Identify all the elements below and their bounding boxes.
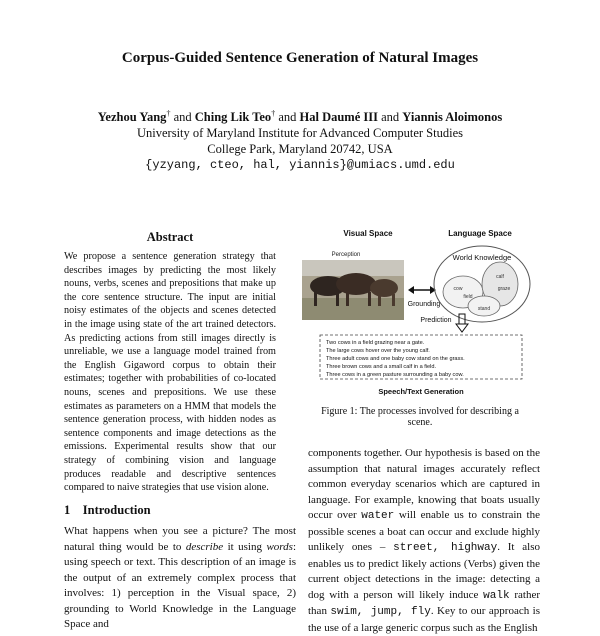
world-knowledge-label: World Knowledge	[452, 253, 512, 262]
bubble-label: graze	[497, 286, 511, 292]
text-run: . Key to our approach is the use of a large generic corpus such as the English	[308, 605, 540, 634]
affiliation: University of Maryland Institute for Advanced Computer Studies	[137, 126, 463, 141]
abstract-text: We propose a sentence generation strategy that describes images by predicting the most likely nouns, verbs, scenes and prepositions that make up the core sentence structure. The input are initial noisy estimates of the objects and scenes detected in the image using state of the art trained detectors. As predicting actions from still images directly is unreliable, we use a language model trained from the English Gigaword corpus to obtain their estimates; together with probabilities of co-located nouns, scenes and prepositions. We use these estimates as parameters on a HMM that models the sentence generation process, with hidden nodes as sentence components and image detections as the emissions. Experimental results show that our strategy of combining vision and language produces readable and descriptive sentences compared to naive strategies that use vision alone.	[64, 251, 276, 494]
code-word: swim, jump, fly	[330, 606, 431, 618]
generated-sentence: Two cows in a field grazing near a gate.	[326, 340, 425, 346]
text-run: : using speech or text. This description of an image is the output of an extremely complex process that involves: 1) perception in the Visual space, 2) grounding to World Knowledge in the Language Space and	[64, 540, 296, 630]
and-word: and	[278, 110, 297, 125]
grounding-arrow	[408, 286, 436, 294]
abstract-heading: Abstract	[146, 230, 194, 244]
generated-sentence: Three adult cows and one baby cow stand on the grass.	[326, 356, 465, 362]
generated-sentence: Three cows in a green pasture surrounding a baby cow.	[326, 372, 464, 378]
emphasis: words	[266, 540, 293, 553]
figure-caption: Figure 1: The processes involved for describing a scene.	[321, 406, 519, 428]
grounding-label: Grounding	[407, 301, 441, 308]
generated-sentence: Three brown cows and a small calf in a field.	[326, 364, 437, 370]
generated-sentence: The large cows hover over the young calf.	[326, 348, 430, 354]
author-name: Yezhou Yang	[97, 110, 167, 125]
bubble-label: cow	[453, 286, 463, 292]
author-mark: †	[166, 109, 171, 118]
prediction-label: Prediction	[420, 317, 452, 324]
text-run: it using	[227, 540, 262, 553]
cow-photo	[302, 260, 404, 320]
author-name: Hal Daumé III	[299, 110, 378, 125]
code-word: walk	[483, 589, 510, 602]
author-mark: †	[271, 109, 276, 118]
text-run: What happens when you see a picture? The most natural thing would be to	[64, 525, 296, 553]
author-line	[0, 106, 600, 125]
visual-space-label: Visual Space	[343, 229, 393, 238]
author-block	[0, 106, 600, 173]
language-space-label: Language Space	[448, 229, 512, 238]
perception-label: Perception	[331, 252, 361, 258]
and-word: and	[173, 110, 192, 125]
text-run: components together. Our hypothesis is based on the assumption that natural images accurately reflect common everyday scenarios which are captured in language. For example, knowing that boats usually occur over	[308, 447, 540, 521]
code-word: street, highway	[393, 542, 498, 554]
text-run: will enable us to constrain the possible scenes a boat can occur and exclude highly unlikely ones –	[308, 509, 540, 553]
generation-label: Speech/Text Generation	[378, 387, 464, 396]
text-run: rather than	[308, 588, 541, 617]
emphasis: describe	[185, 540, 224, 553]
bubble-label: calf	[496, 274, 504, 280]
figure-1	[300, 222, 540, 404]
text-run: . It also enables us to predict likely actions (Verbs) given the current object detections in the image: detecting a dog with a person will likely induce	[308, 541, 541, 601]
body-paragraph	[308, 446, 540, 636]
section-title: Introduction	[82, 503, 151, 517]
section-number: 1	[64, 503, 71, 517]
bubble-label: stand	[477, 306, 491, 312]
paper-title: Corpus-Guided Sentence Generation of Natural Images	[121, 50, 479, 66]
author-name: Ching Lik Teo	[194, 110, 272, 125]
author-name: Yiannis Aloimonos	[402, 110, 503, 125]
section-heading	[64, 503, 151, 518]
address: College Park, Maryland 20742, USA	[207, 142, 393, 157]
intro-paragraph	[64, 524, 296, 633]
bubble-label: field	[463, 294, 473, 300]
code-word: water	[361, 510, 395, 522]
and-word: and	[381, 110, 400, 125]
email: {yzyang, cteo, hal, yiannis}@umiacs.umd.edu	[145, 158, 455, 173]
